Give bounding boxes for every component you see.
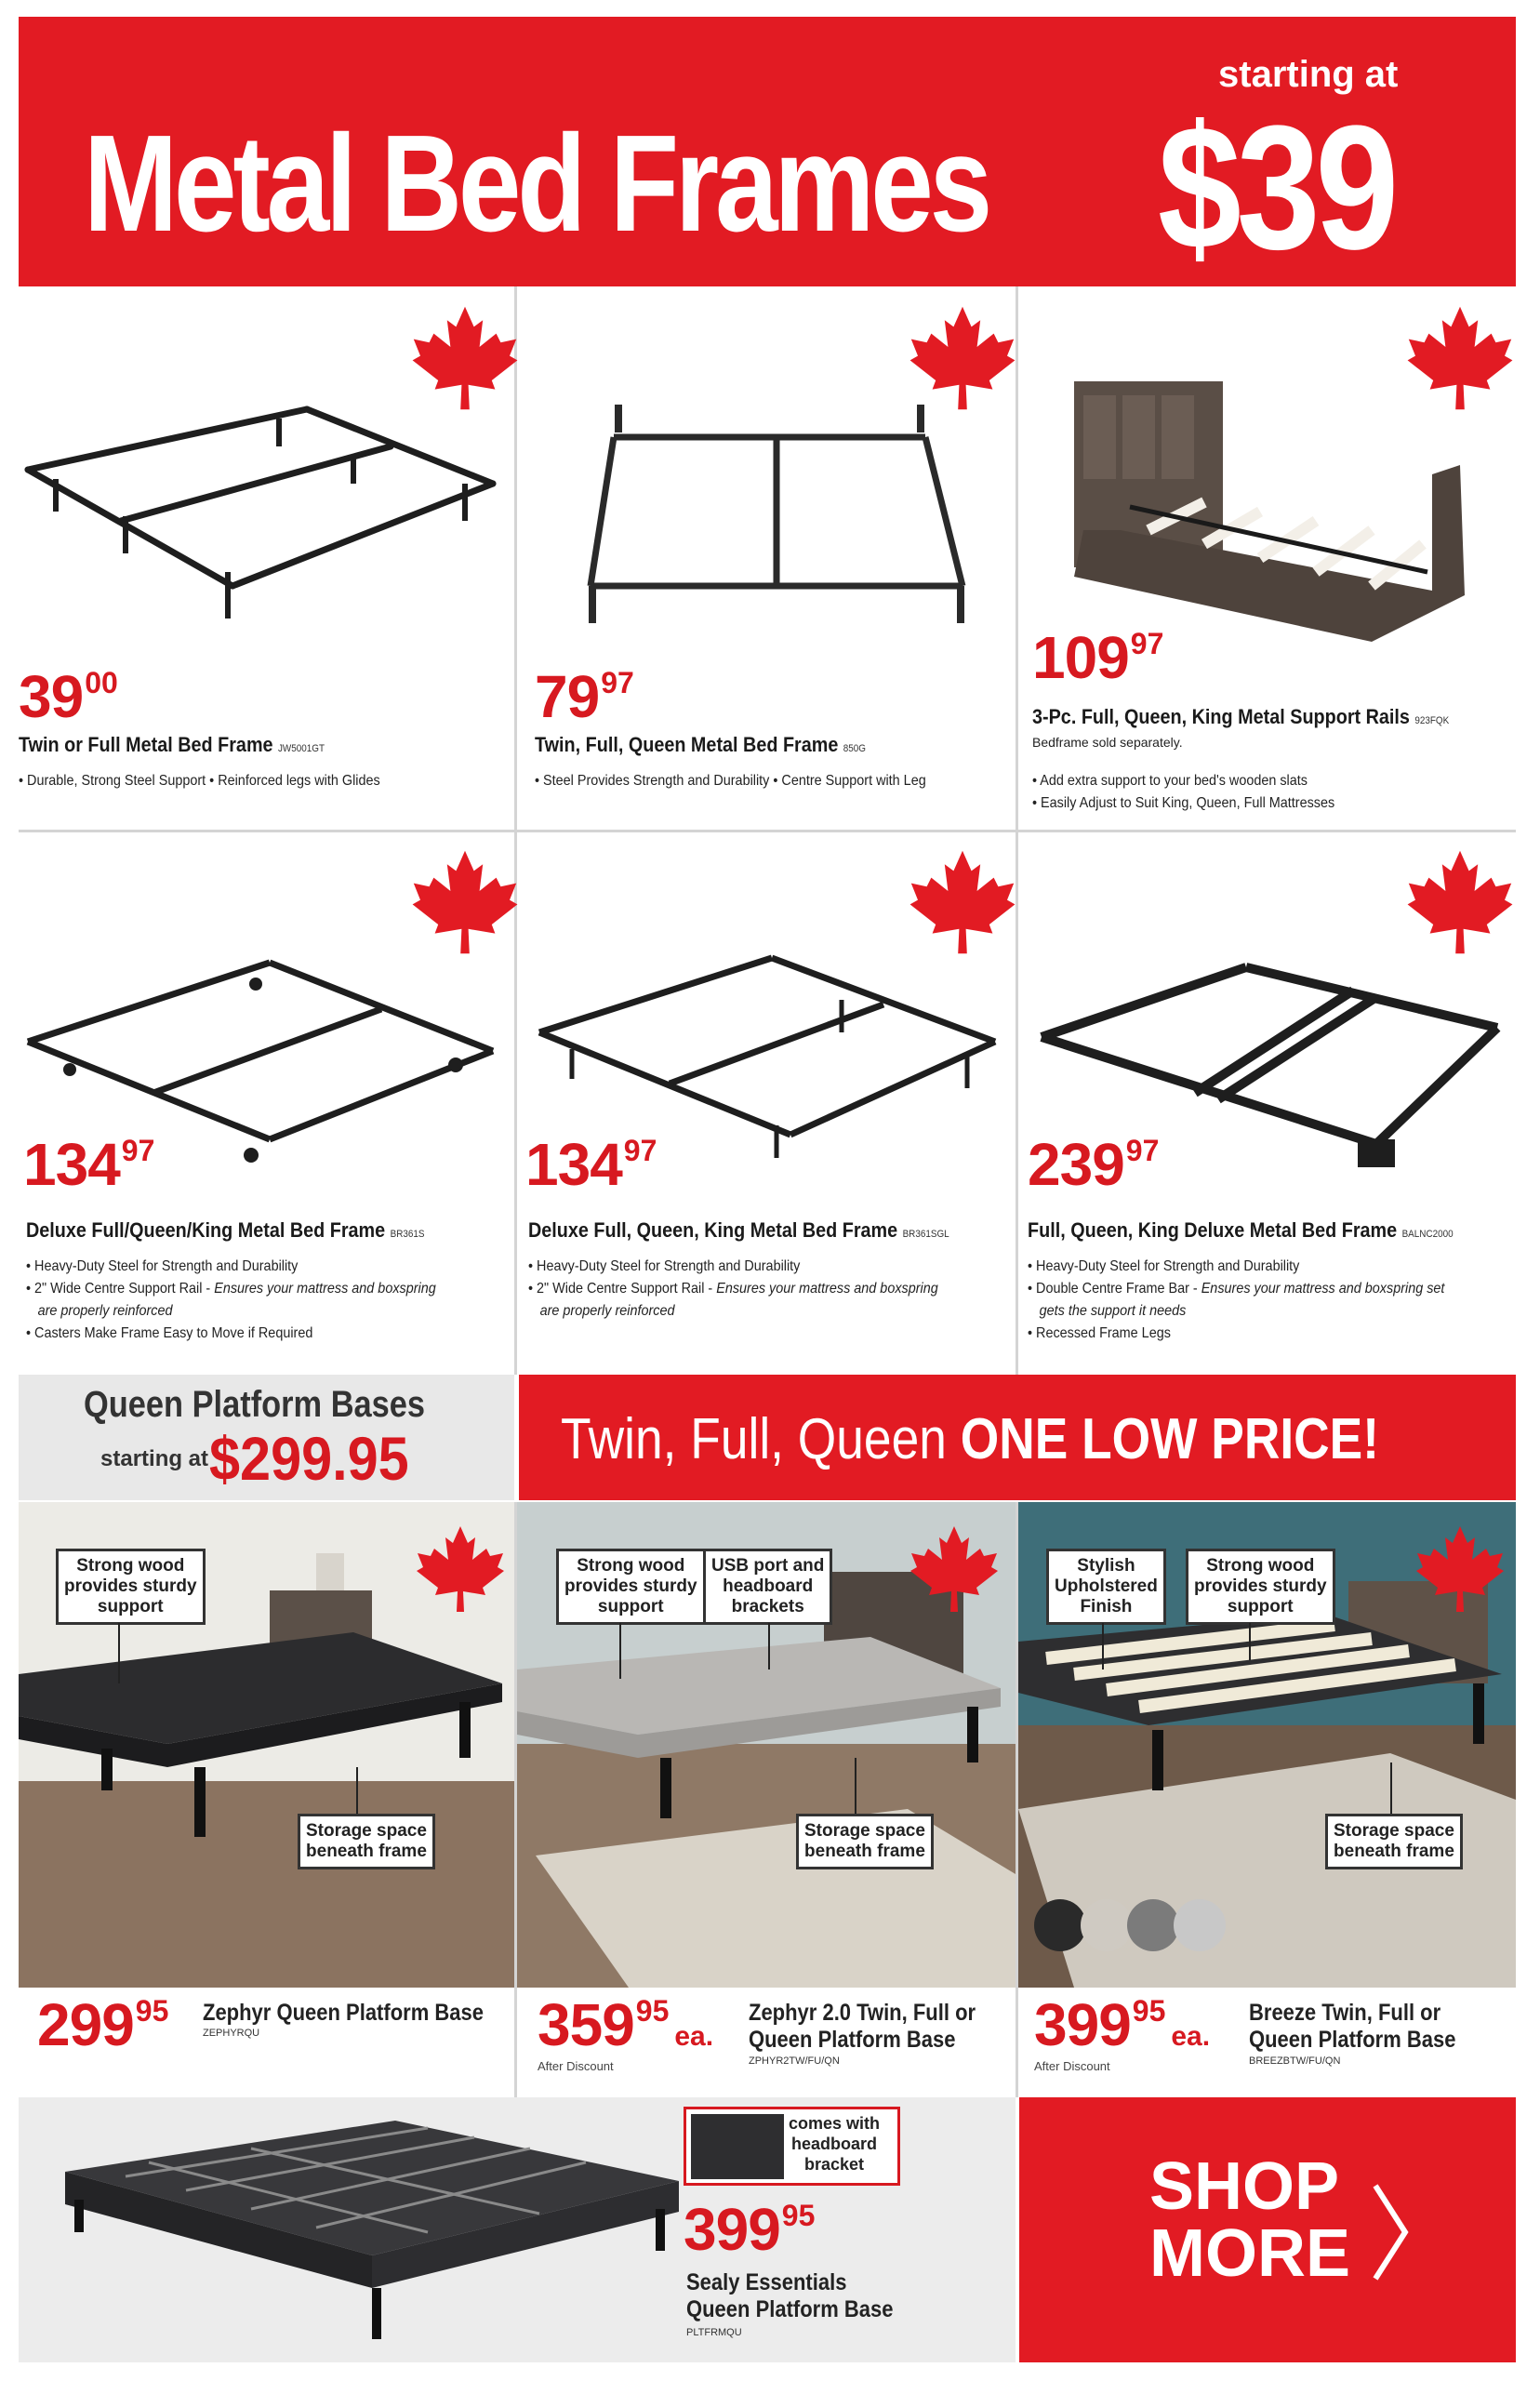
base-sku: ZPHYR2TW/FU/QN: [749, 2055, 840, 2067]
headboard-bracket-callout: [684, 2107, 900, 2186]
base-sku: PLTFRMQU: [686, 2327, 742, 2338]
product-image-support-rails: [1065, 363, 1474, 651]
base-name: Breeze Twin, Full or Queen Platform Base: [1249, 2000, 1456, 2053]
callout-storage: Storage space beneath frame: [1325, 1814, 1463, 1869]
product-image-twin-full-queen-frame: [553, 400, 990, 632]
product-features: • Heavy-Duty Steel for Strength and Durability • Double Centre Frame Bar - Ensures your mattress and boxspring set gets the support it needs • Recessed Frame Legs: [1028, 1258, 1445, 1341]
callout-storage: Storage space beneath frame: [298, 1814, 435, 1869]
divider: [19, 830, 1516, 832]
product-image-deluxe-frame-br361sgl: [530, 939, 1004, 1163]
one-low-price-text: Twin, Full, Queen ONE LOW PRICE!: [561, 1407, 1379, 1471]
breeze-photo: [1018, 1502, 1516, 1988]
maple-leaf-icon: [907, 302, 1018, 414]
header-banner: [19, 17, 1516, 286]
product-name: 3-Pc. Full, Queen, King Metal Support Rails 923FQK: [1032, 705, 1450, 728]
product-price: 10997: [1032, 624, 1164, 691]
product-name: Twin or Full Metal Bed Frame JW5001GT: [19, 733, 325, 756]
base-name: Zephyr 2.0 Twin, Full or Queen Platform Base: [749, 2000, 976, 2053]
sealy-panel: [19, 2097, 1016, 2362]
header-price: $39: [1158, 89, 1395, 286]
callout-storage: Storage space beneath frame: [796, 1814, 934, 1869]
product-price: 13497: [23, 1131, 155, 1198]
callout-strong-wood: Strong wood provides sturdy support: [1186, 1549, 1335, 1625]
one-low-price-banner: [519, 1375, 1516, 1500]
product-name: Deluxe Full, Queen, King Metal Bed Frame BR361SGL: [528, 1218, 949, 1242]
product-price: 7997: [535, 663, 634, 730]
bracket-thumbnail: [691, 2114, 784, 2179]
platform-starting-price: $299.95: [209, 1424, 409, 1493]
maple-leaf-icon: [409, 846, 521, 958]
platform-title: Queen Platform Bases: [84, 1384, 426, 1425]
base-name: Sealy Essentials Queen Platform Base: [686, 2269, 894, 2322]
callout-strong-wood: Strong wood provides sturdy support: [556, 1549, 706, 1625]
zephyr-photo: [19, 1502, 514, 1988]
callout-strong-wood: Strong wood provides sturdy support: [56, 1549, 206, 1625]
callout-upholstered: Stylish Upholstered Finish: [1046, 1549, 1166, 1625]
zephyr-2-photo: [517, 1502, 1016, 1988]
base-price: 35995ea.: [538, 1991, 714, 2058]
base-price: 29995: [37, 1991, 169, 2058]
after-discount-note: After Discount: [538, 2059, 614, 2073]
product-features: • Steel Provides Strength and Durability • Centre Support with Leg: [535, 773, 926, 789]
product-features: • Heavy-Duty Steel for Strength and Durability • 2" Wide Centre Support Rail - Ensures your mattress and boxspring are properly reinforced: [528, 1258, 938, 1319]
page-title: Metal Bed Frames: [84, 107, 989, 260]
headboard-callout-text: comes with headboard bracket: [789, 2114, 881, 2174]
product-name: Deluxe Full/Queen/King Metal Bed Frame BR361S: [26, 1218, 425, 1242]
platform-starting-at: starting at: [100, 1446, 209, 1471]
product-price: 23997: [1028, 1131, 1160, 1198]
maple-leaf-icon: [1414, 1523, 1507, 1616]
callout-usb: USB port and headboard brackets: [703, 1549, 832, 1625]
product-price: 13497: [525, 1131, 657, 1198]
base-sku: ZEPHYRQU: [203, 2028, 260, 2039]
product-name: Full, Queen, King Deluxe Metal Bed Frame BALNC2000: [1028, 1218, 1454, 1242]
product-name: Twin, Full, Queen Metal Bed Frame 850G: [535, 733, 867, 756]
after-discount-note: After Discount: [1034, 2059, 1110, 2073]
base-price: 39995: [684, 2196, 816, 2263]
product-note: Bedframe sold separately.: [1032, 735, 1183, 750]
maple-leaf-icon: [908, 1523, 1001, 1616]
chevron-right-icon: [1368, 2176, 1414, 2288]
shop-more-label: SHOP MORE: [1149, 2149, 1350, 2291]
sealy-base-image: [37, 2111, 688, 2353]
product-features: • Heavy-Duty Steel for Strength and Durability • 2" Wide Centre Support Rail - Ensures your mattress and boxspring are properly reinforced • Casters Make Frame Easy to Move if Required: [26, 1258, 436, 1341]
product-features: • Add extra support to your bed's wooden slats • Easily Adjust to Suit King, Queen, Full Mattresses: [1032, 773, 1335, 811]
product-image-twin-full-frame: [19, 391, 502, 632]
product-price: 3900: [19, 663, 118, 730]
base-name: Zephyr Queen Platform Base: [203, 2000, 484, 2026]
shop-more-button[interactable]: [1019, 2097, 1516, 2362]
base-price: 39995ea.: [1034, 1991, 1211, 2058]
base-sku: BREEZBTW/FU/QN: [1249, 2055, 1341, 2067]
product-features: • Durable, Strong Steel Support • Reinforced legs with Glides: [19, 773, 380, 789]
maple-leaf-icon: [414, 1523, 507, 1616]
starting-at-label: starting at: [1218, 54, 1399, 95]
